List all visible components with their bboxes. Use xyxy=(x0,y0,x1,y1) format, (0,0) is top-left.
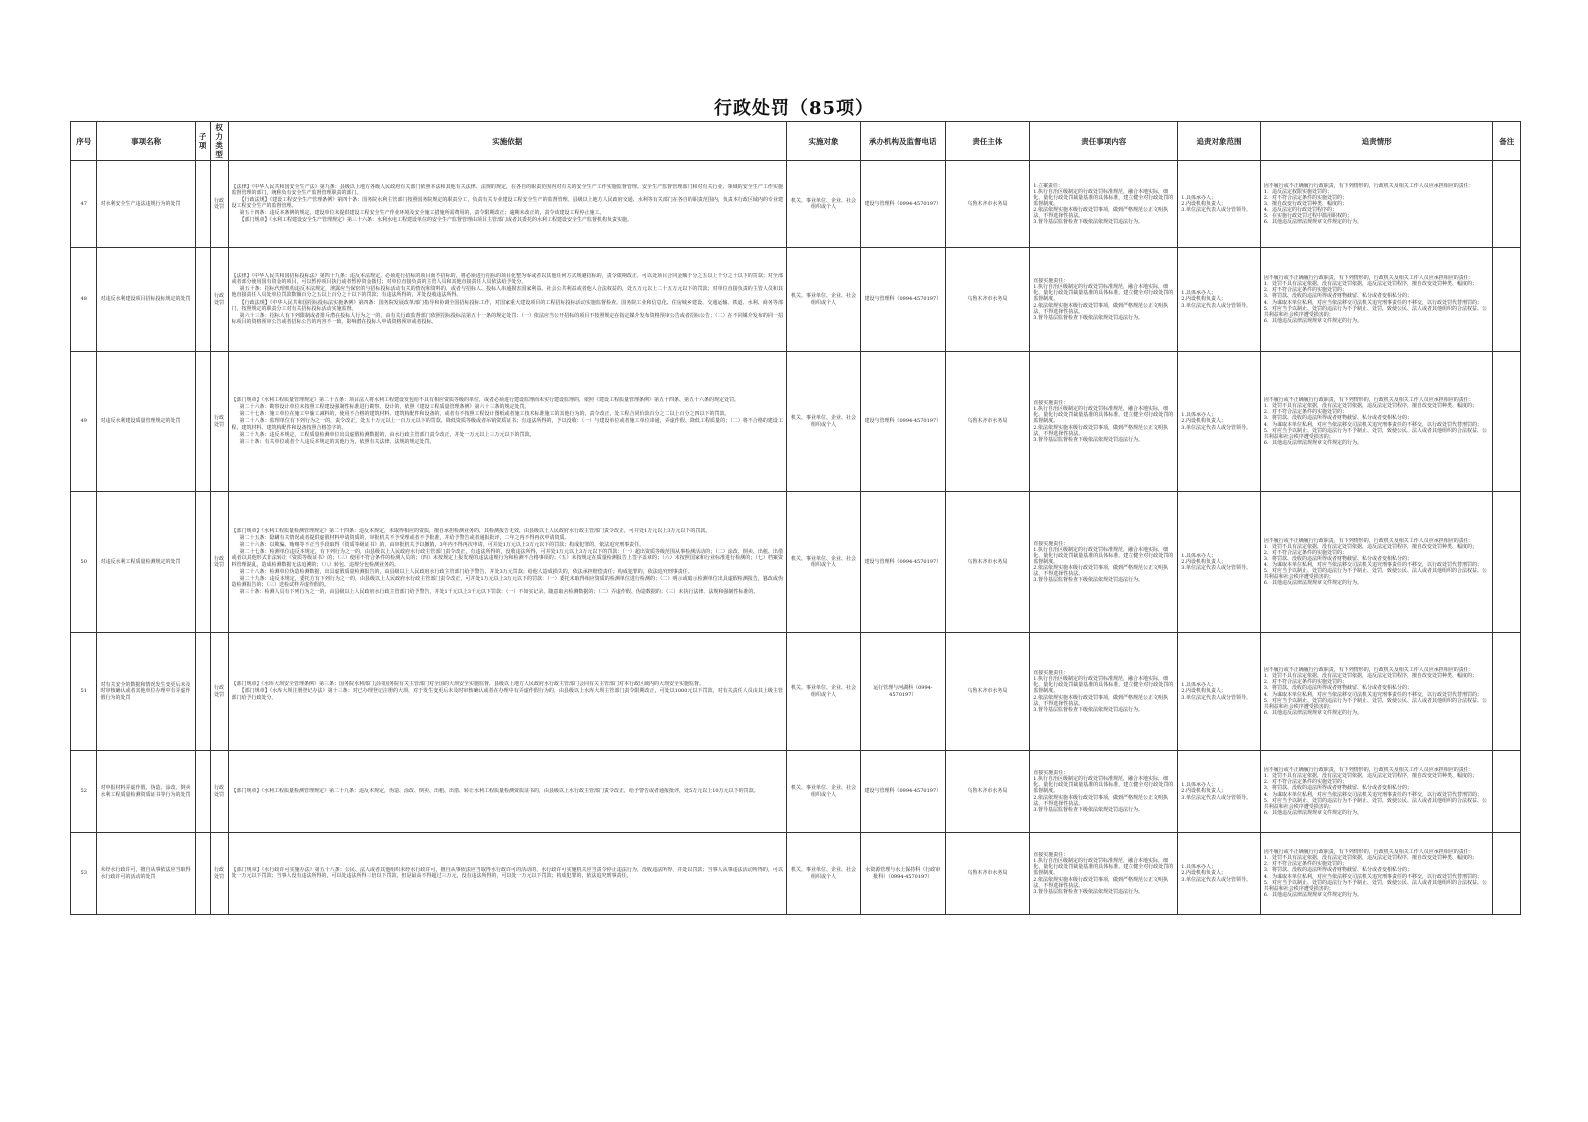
cell-cond-line: 4．违反法定的行政处罚程序的； xyxy=(1263,207,1337,214)
cell-basis xyxy=(228,161,786,248)
cell-duty-content xyxy=(1033,670,1174,713)
cell-cond xyxy=(1260,833,1493,915)
cell-org: 水资源管理与水土保持科（行政审批科）（0994-4570197） xyxy=(861,833,946,915)
cell-subject: 乌鲁木齐市水务局 xyxy=(945,161,1030,248)
cell-duty-line: 3.督导基层监督检查下级依法依规处罚违法行为。 xyxy=(1033,706,1143,713)
cell-basis-line: 【部门规章】《水利工程质量检测管理规定》第二十九条：违反本规定，伪造、涂改、倒卖、出租、出借、转让水利工程质量检测资质证书的，由县级以上水行政主管部门责令改正，给予警告或者通报批评，处5万元以上10万元以下的罚款。 xyxy=(231,787,759,794)
cell-seq: 51 xyxy=(71,633,97,751)
cell-duty-content xyxy=(1033,400,1174,443)
cell-org: 建设与管理科（0994-4570197） xyxy=(861,248,946,352)
cell-cond-line: 3．将罚款、没收的违法所得或者财物截留、私分或者变相私分的； xyxy=(1263,555,1412,562)
cell-duty-content xyxy=(1033,770,1174,813)
cell-cond-line: 5．对应当予以制止、处罚的违法行为不予制止、处罚，致使公民、法人或者其他组织的合法权益、公共利益和社会秩序遭受损害的； xyxy=(1263,879,1487,892)
cell-cond-line: 3．将罚款、没收的违法所得或者财物截留、私分或者变相私分的； xyxy=(1263,867,1412,874)
cell-basis-line: 【法律】《中华人民共和国安全生产法》第九条：县级以上地方各级人民政府有关部门依照本法和其他有关法律、法规的规定，在各自的职责范围内对有关的安全生产工作实施监督管理。安全生产监督管理部门和对有关行业、领域的安全生产工作实施监督管理的部门，统称负有安全生产监督管理职责的部门。 xyxy=(231,183,783,196)
cell-item-name: 对违反水利建设质量管理规定的处罚 xyxy=(97,352,195,492)
cell-scope-line: 1.具体承办人； xyxy=(1181,682,1217,689)
cell-cond-line: 5．对应当予以制止、处罚的违法行为不予制止、处罚，致使公民、法人或者其他组织的合法权益、公共利益和社会秩序遭受损害的； xyxy=(1263,568,1487,581)
cell-basis-line: 【行政法规】《中华人民共和国招标投标法实施条例》第四条：国务院发展改革部门指导和协调全国招标投标工作，对国家重大建设项目的工程招标投标活动实施监督检查。国务院工业和信息化、住房城乡建设、交通运输、铁道、水利、商务等部门，按照规定的职责分工对有关招标投标活动实施监督。 xyxy=(231,299,783,312)
cell-item-name: 对违反水利工程质量检测规定的处罚 xyxy=(97,492,195,633)
cell-cond-line: 5．对应当予以制止、处罚的违法行为不予制止、处罚，致使公民、法人或者其他组织的合法权益、公共利益和社会秩序遭受损害的； xyxy=(1263,697,1487,710)
cell-cond-line: 3．将罚款、没收的违法所得或者财物截留、私分或者变相私分的； xyxy=(1263,415,1412,422)
header-seq: 序号 xyxy=(71,122,97,161)
cell-cond-line: 2．对不符合法定条件的实施处罚的； xyxy=(1263,194,1347,201)
cell-scope-content xyxy=(1181,864,1256,882)
cell-subject: 乌鲁木齐市水务局 xyxy=(945,352,1030,492)
cell-cond-line: 4．为谋取本单位私利，对应当依法移交司法机关追究刑事责任的不移交，以行政处罚代替刑罚的； xyxy=(1263,791,1482,798)
cell-basis-line: 第三十条：检测人员有下列行为之一的，由县级以上人民政府水行政主管部门给予警告，并处1千元以上3千元以下罚款：（一）不如实记录，随意取舍检测数据的；（二）弄虚作假、伪造数据的；（三）未执行法律、法规和强制性标准的。 xyxy=(239,588,759,595)
cell-cond xyxy=(1260,352,1493,492)
cell-scope-line: 2.内设机构负责人； xyxy=(1181,200,1227,207)
cell-note xyxy=(1493,161,1521,248)
cell-scope-line: 3.单位法定代表人或分管领导。 xyxy=(1181,424,1252,431)
cell-note xyxy=(1493,248,1521,352)
cell-scope-line: 2.内设机构负责人； xyxy=(1181,418,1227,425)
cell-scope-content xyxy=(1181,195,1256,213)
cell-cond-line: 2．对不符合法定条件的实施处罚的； xyxy=(1263,409,1347,416)
cell-cond-line: 2．对不符合法定条件的实施处罚的； xyxy=(1263,779,1347,786)
cell-basis-line: 第二十八条：检测单位伪造检测数据，出具虚假质量检测报告的，由县级以上人民政府水行政主管部门给予警告，并处3万元罚款；给他人造成损失的，依法承担赔偿责任；构成犯罪的，依法追究刑事责任。 xyxy=(239,568,693,575)
cell-cond-line: 6．其他违反法律法规规章文件规定的行为。 xyxy=(1263,709,1362,716)
cell-scope-line: 3.单位法定代表人或分管领导。 xyxy=(1181,207,1252,214)
cell-scope-line: 3.单位法定代表人或分管领导。 xyxy=(1181,794,1252,801)
cell-cond-line: 1．处罚不具有法定依据，没有法定处罚依据，违反法定处罚程序，擅自改变处罚种类、幅度的； xyxy=(1263,773,1477,780)
cell-scope-line: 1.具体承办人； xyxy=(1181,194,1217,201)
cell-cond-content xyxy=(1264,275,1490,324)
cell-basis-content xyxy=(232,397,783,446)
cell-seq: 49 xyxy=(71,352,97,492)
cell-scope-line: 2.内设机构负责人； xyxy=(1181,558,1227,565)
cell-cond-line: 6．其他违反法律法规规章文件规定的行为。 xyxy=(1263,317,1362,324)
cell-item-name: 对水利安全生产违法违规行为的处罚 xyxy=(97,161,195,248)
header-object: 实施对象 xyxy=(786,122,860,161)
cell-duty-line: 直接实施责任： xyxy=(1033,278,1069,285)
cell-scope-content xyxy=(1181,682,1256,700)
cell-item-name: 对申报材料弄虚作假、伪造、涂改、倒卖水利工程质量检测资质证书等行为的处罚 xyxy=(97,751,195,833)
cell-basis xyxy=(228,352,786,492)
cell-sub xyxy=(195,161,210,248)
cell-cond-line: 4．为谋取本单位私利，对应当依法移交司法机关追究刑事责任的不移交，以行政处罚代替刑罚的； xyxy=(1263,299,1482,306)
cell-scope-content xyxy=(1181,290,1256,308)
cell-seq: 48 xyxy=(71,248,97,352)
table-row xyxy=(71,492,1521,633)
cell-org: 建设与管理科（0994-4570197） xyxy=(861,492,946,633)
cell-duty-line: 1.执行自治区级制定的行政处罚标准规范，融合本地实际，细化、量化行政处罚裁量基准的具体标准，建立健全对行政处罚的监督制度。 xyxy=(1033,776,1174,795)
cell-duty-line: 2.依法依规实施本级行政处罚事项，做到严格规范公正文明执法，不得选择性执法。 xyxy=(1033,207,1168,220)
cell-scope-line: 3.单位法定代表人或分管领导。 xyxy=(1181,302,1252,309)
cell-duty-line: 3.督导基层监督检查下级依法依规处罚违法行为。 xyxy=(1033,577,1143,584)
cell-scope-line: 3.单位法定代表人或分管领导。 xyxy=(1181,694,1252,701)
cell-basis xyxy=(228,833,786,915)
cell-cond-content xyxy=(1264,849,1490,898)
cell-cond xyxy=(1260,161,1493,248)
cell-basis-line: 第二十七条：施工单位在施工中偷工减料的，使用不合格的建筑材料、建筑构配件和设备的，或者有不按照工程设计图纸或者施工技术标准施工的其他行为的，责令改正，处工程合同价款百分之二以上百分之四以下的罚款。 xyxy=(239,411,730,418)
header-sub: 子项 xyxy=(195,122,210,161)
cell-scope-line: 2.内设机构负责人； xyxy=(1181,870,1227,877)
cell-basis-content xyxy=(232,788,783,795)
cell-cond-line: 因不履行或不正确履行行政职责，有下列情形的，行政机关及相关工作人员应承担相应的责任： xyxy=(1263,275,1474,282)
cell-duty-line: 直接实施责任： xyxy=(1033,852,1069,859)
header-duty: 责任事项内容 xyxy=(1030,122,1178,161)
cell-scope-line: 1.具体承办人； xyxy=(1181,290,1217,297)
cell-basis-line: 【部门规章】《水利工程建设安全生产管理规定》第三十六条：水利水电工程建设单位的安全生产监督管理由项目主管部门或者其委托的水利工程建设安全生产监督机构负责实施。 xyxy=(239,217,633,224)
cell-scope xyxy=(1178,161,1260,248)
cell-cond-line: 因不履行或不正确履行行政职责，有下列情形的，行政机关及相关工作人员应承担相应的责任： xyxy=(1263,767,1474,774)
cell-cond-line: 5．对应当予以制止、处罚的违法行为不予制止、处罚，致使公民、法人或者其他组织的合法权益、公共利益和社会秩序遭受损害的； xyxy=(1263,305,1487,318)
cell-cond-line: 4．为谋取本单位私利，对应当依法移交司法机关追究刑事责任的不移交，以行政处罚代替刑罚的； xyxy=(1263,873,1482,880)
cell-duty xyxy=(1030,352,1178,492)
cell-basis-line: 第二十九条：违反本规定，工程质量检测单位出具虚假检测数据的，由水行政主管部门责令改正，并处一万元以上三万元以下的罚款。 xyxy=(239,431,535,438)
cell-cond xyxy=(1260,248,1493,352)
cell-basis xyxy=(228,751,786,833)
cell-duty-line: 1.执行自治区级制定的行政处罚标准规范，融合本地实际，细化、量化行政处罚裁量基准的具体标准，建立健全对行政处罚的监督制度。 xyxy=(1033,188,1174,207)
cell-note xyxy=(1493,633,1521,751)
cell-seq: 52 xyxy=(71,751,97,833)
cell-basis-line: 第二十九条：违反本规定，委托方有下列行为之一的，由县级以上人民政府水行政主管部门责令改正，可并处1万元以上3万元以下的罚款：（一）委托未取得相应资质的检测单位进行检测的；（二）明示或暗示检测单位出具虚假检测报告，篡改或伪造检测报告的；（三）送检试样弄虚作假的。 xyxy=(231,575,783,588)
cell-note xyxy=(1493,833,1521,915)
cell-duty-line: 2.依法依规实施本级行政处罚事项，做到严格规范公正文明执法，不得选择性执法。 xyxy=(1033,694,1168,707)
cell-cond-line: 因不履行或不正确履行行政职责，有下列情形的，行政机关及相关工作人员应承担相应的责任： xyxy=(1263,667,1474,674)
cell-cond-line: 2．对不符合法定条件的实施处罚的； xyxy=(1263,861,1347,868)
cell-seq: 53 xyxy=(71,833,97,915)
cell-duty-line: 2.依法依规实施本级行政处罚事项，做到严格规范公正文明执法，不得选择性执法。 xyxy=(1033,876,1168,889)
cell-duty-line: 直接实施责任： xyxy=(1033,770,1069,777)
cell-basis-content xyxy=(232,184,783,225)
cell-duty xyxy=(1030,161,1178,248)
cell-duty-content xyxy=(1033,852,1174,895)
cell-cond-line: 4．为谋取本单位私利，对应当依法移交司法机关追究刑事责任的不移交，以行政处罚代替刑罚的； xyxy=(1263,691,1482,698)
cell-seq: 50 xyxy=(71,492,97,633)
cell-sub xyxy=(195,248,210,352)
cell-item-name: 未经水行政许可，擅自从事依法应当取得水行政许可的活动的处罚 xyxy=(97,833,195,915)
cell-basis-line: 【部门规章】《水行政许可实施办法》第五十八条：公民、法人或者其他组织未经水行政许可，擅自从事依法应当取得水行政许可的活动的，水行政许可实施机关应当责令停止违法行为，没收违法所得，并处以罚款；当事人从事违法活动所得的，可以处一万元以下罚款；当事人没有违法所得的，可以处违法所得三倍以下罚款，但是最高不得超过三万元，没有违法所得的，可以处一万元以下罚款；构成犯罪的，依法追究刑事责任。 xyxy=(231,866,783,879)
cell-cond-line: 5．对应当予以制止、处罚的违法行为不予制止、处罚，致使公民、法人或者其他组织的合法权益、公共利益和社会秩序遭受损害的； xyxy=(1263,427,1487,440)
cell-org: 建设与管理科（0994-4570197） xyxy=(861,751,946,833)
table-row xyxy=(71,161,1521,248)
cell-subject: 乌鲁木齐市水务局 xyxy=(945,492,1030,633)
cell-cond-content xyxy=(1264,767,1490,816)
cell-duty-line: 3.督导基层监督检查下级依法依规处罚违法行为。 xyxy=(1033,806,1143,813)
cell-basis-line: 【法律】《中华人民共和国招标投标法》第四十九条：违反本法规定，必须进行招标的项目而不招标的，将必须进行招标的项目化整为零或者以其他任何方式规避招标的，责令限期改正，可以处项目合同金额千分之五以上千分之十以下的罚款；对全部或者部分使用国有资金的项目，可以暂停项目执行或者暂停资金拨付；对单位直接负责的主管人员和其他直接责任人员依法给予处分。 xyxy=(231,273,783,286)
cell-duty xyxy=(1030,492,1178,633)
cell-cond-line: 4．为谋取本单位私利，对应当依法移交司法机关追究刑事责任的不移交，以行政处罚代替刑罚的； xyxy=(1263,421,1482,428)
cell-basis-content xyxy=(232,273,783,326)
cell-cond-line: 1．处罚不具有法定依据，没有法定处罚依据，违反法定处罚程序，擅自改变处罚种类、幅度的； xyxy=(1263,855,1477,862)
cell-type: 行政处罚 xyxy=(210,492,228,633)
cell-type: 行政处罚 xyxy=(210,161,228,248)
cell-cond-line: 3．擅自改变行政处罚种类、幅度的； xyxy=(1263,200,1347,207)
cell-duty-line: 直接实施责任： xyxy=(1033,670,1069,677)
cell-cond-line: 1．处罚不具有法定依据，没有法定处罚依据，违反法定处罚程序，擅自改变处罚种类、幅度的； xyxy=(1263,673,1477,680)
cell-scope-content xyxy=(1181,553,1256,571)
cell-duty-line: 2.依法依规实施本级行政处罚事项，做到严格规范公正文明执法，不得选择性执法。 xyxy=(1033,302,1168,315)
cell-scope-line: 1.具体承办人； xyxy=(1181,782,1217,789)
cell-duty xyxy=(1030,833,1178,915)
cell-basis xyxy=(228,492,786,633)
cell-duty-line: 1.立案责任： xyxy=(1033,182,1063,189)
cell-duty-line: 3.督导基层监督检查下级依法依规处罚违法行为。 xyxy=(1033,219,1143,226)
header-subject: 责任主体 xyxy=(945,122,1030,161)
cell-scope xyxy=(1178,352,1260,492)
cell-org: 运行管理与河湖科（0994-4570197） xyxy=(861,633,946,751)
page-title: 行政处罚（85项） xyxy=(713,98,875,119)
header-note: 备注 xyxy=(1493,122,1521,161)
header-type: 权力类型 xyxy=(210,122,228,161)
cell-cond-line: 2．对不符合法定条件的实施处罚的； xyxy=(1263,549,1347,556)
cell-item-name: 对有关安全的数据和情况发生变更后未及时审核确认或者其他单位办理中有弄虚作假行为的处罚 xyxy=(97,633,195,751)
cell-cond-line: 因不履行或不正确履行行政职责，有下列情形的，行政机关及相关工作人员应承担相应的责任： xyxy=(1263,849,1474,856)
cell-object: 机关、事业单位、企业、社会组织或个人 xyxy=(786,248,860,352)
cell-duty-content xyxy=(1033,278,1174,321)
cell-note xyxy=(1493,352,1521,492)
cell-cond-line: 3．将罚款、没收的违法所得或者财物截留、私分或者变相私分的； xyxy=(1263,685,1412,692)
cell-cond-line: 4．为谋取本单位私利，对应当依法移交司法机关追究刑事责任的不移交，以行政处罚代替刑罚的； xyxy=(1263,562,1482,568)
cell-cond xyxy=(1260,633,1493,751)
cell-cond-line: 5．对应当予以制止、处罚的违法行为不予制止、处罚，致使公民、法人或者其他组织的合法权益、公共利益和社会秩序遭受损害的； xyxy=(1263,797,1487,810)
cell-basis-line: 第二十五条：隐瞒有关情况或者提供虚假材料申请资质的，审批机关不予受理或者不予批准，并给予警告或者通报批评，二年之内不得再次申请资质。 xyxy=(239,535,570,542)
cell-basis-line: 第二十八条：监理单位有下列行为之一的，责令改正，处五十万元以上一百万元以下的罚款，降低资质等级或者吊销资质证书；有违法所得的，予以没收：（一）与建设单位或者施工单位串通，弄虚作假、降低工程质量的；（二）将不合格的建设工程、建筑材料、建筑构配件和设备按照合格签字的。 xyxy=(231,418,783,431)
cell-scope xyxy=(1178,751,1260,833)
cell-cond-line: 因不履行或不正确履行行政职责，有下列情形的，行政机关及相关工作人员应承担相应的责任： xyxy=(1263,182,1474,189)
cell-basis-line: 【行政法规】《建设工程安全生产管理条例》第四十条：国务院水利主管部门按照国务院规定的职责分工，负责有关专业建设工程安全生产的监督管理。县级以上地方人民政府交通、水利等有关部门在各自的职责范围内，负责本行政区域内的专业建设工程安全生产的监督管理。 xyxy=(231,196,783,209)
cell-sub xyxy=(195,492,210,633)
cell-duty xyxy=(1030,751,1178,833)
header-org: 承办机构及监督电话 xyxy=(861,122,946,161)
cell-scope-content xyxy=(1181,412,1256,430)
cell-duty-line: 2.依法依规实施本级行政处罚事项，做到严格规范公正文明执法，不得选择性执法。 xyxy=(1033,565,1168,578)
penalty-table xyxy=(70,121,1521,915)
cell-cond-line: 5．在实施行政处罚过程中滥用职权的； xyxy=(1263,213,1352,220)
table-header-row xyxy=(71,122,1521,161)
cell-cond-content xyxy=(1264,667,1490,716)
cell-scope-line: 2.内设机构负责人； xyxy=(1181,788,1227,795)
cell-duty-line: 1.执行自治区级制定的行政处罚标准规范，融合本地实际，细化、量化行政处罚裁量基准的具体标准，建立健全对行政处罚的监督制度。 xyxy=(1033,546,1174,565)
cell-basis-content xyxy=(232,528,783,596)
cell-scope-line: 1.具体承办人； xyxy=(1181,552,1217,559)
cell-subject: 乌鲁木齐市水务局 xyxy=(945,633,1030,751)
header-name: 事项名称 xyxy=(97,122,195,161)
cell-sub xyxy=(195,633,210,751)
cell-note xyxy=(1493,492,1521,633)
cell-object: 机关、事业单位、企业、社会组织或个人 xyxy=(786,161,860,248)
cell-note xyxy=(1493,751,1521,833)
cell-basis-line: 【部门规章】《水利工程质量检测管理规定》第二十四条：违反本规定，未取得相应的资质，擅自承担检测业务的，其检测报告无效，由县级以上人民政府水行政主管部门责令改正，可并处1万元以上3万元以下的罚款。 xyxy=(231,528,711,535)
cell-duty-line: 3.督导基层监督检查下级依法依规处罚违法行为。 xyxy=(1033,314,1143,321)
cell-cond-line: 6．其他违反法律法规规章文件规定的行为。 xyxy=(1263,439,1362,446)
cell-type: 行政处罚 xyxy=(210,352,228,492)
header-basis: 实施依据 xyxy=(228,122,786,161)
cell-basis-line: 第六十三条：招标人有下列限制或者排斥潜在投标人行为之一的，由有关行政监督部门依照招标投标法第五十一条的规定处罚：（一）依法应当公开招标的项目不按照规定在指定媒介发布资格预审公告或者招标公告；（二）在不同媒介发布的同一招标项目的资格预审公告或者招标公告的内容不一致，影响潜在投标人申请资格预审或者投标。 xyxy=(231,312,783,325)
cell-cond-line: 1．违反法定权限实施处罚的； xyxy=(1263,188,1332,195)
cell-cond-line: 3．将罚款、没收的违法所得或者财物截留、私分或者变相私分的； xyxy=(1263,293,1412,300)
cell-subject: 乌鲁木齐市水务局 xyxy=(945,751,1030,833)
cell-object: 机关、事业单位、企业、社会组织或个人 xyxy=(786,352,860,492)
cell-cond-content xyxy=(1264,397,1490,446)
cell-duty-line: 3.督导基层监督检查下级依法依规处罚违法行为。 xyxy=(1033,888,1143,895)
cell-sub xyxy=(195,833,210,915)
cell-object: 机关、事业单位、企业、社会组织或个人 xyxy=(786,751,860,833)
cell-basis-line: 第三十条：有关单位或者个人违反本规定的其他行为，依照有关法律、法规的规定处罚。 xyxy=(239,438,435,445)
cell-scope-line: 1.具体承办人； xyxy=(1181,864,1217,871)
cell-cond-line: 6．其他违反法律法规规章文件规定的行为。 xyxy=(1263,580,1362,587)
cell-duty-content xyxy=(1033,183,1174,226)
cell-duty xyxy=(1030,633,1178,751)
cell-cond-line: 1．处罚不具有法定依据，没有法定处罚依据，违反法定处罚程序，擅自改变处罚种类、幅度的； xyxy=(1263,403,1477,410)
cell-basis-line: 第二十六条：以欺骗、贿赂等不正当手段取得《资质等级证书》的，由审批机关予以撤销，3年内不得再次申请，可并处1万元以上3万元以下的罚款；构成犯罪的，依法追究刑事责任。 xyxy=(239,542,645,549)
cell-type: 行政处罚 xyxy=(210,248,228,352)
cell-basis-line: 【部门规章】《水库大坝安全管理条例》第三条：国务院水利部门会同国务院有关主管部门对全国的大坝安全实施监督，县级以上地方人民政府水行政主管部门会同有关主管部门对本行政区域内的大坝安全实施监督。 xyxy=(231,681,705,688)
cell-object: 机关、事业单位、企业、社会组织或个人 xyxy=(786,492,860,633)
cell-basis-content xyxy=(232,867,783,880)
cell-cond xyxy=(1260,492,1493,633)
cell-duty-line: 1.执行自治区级制定的行政处罚标准规范，融合本地实际，细化、量化行政处罚裁量基准的具体标准，建立健全对行政处罚的监督制度。 xyxy=(1033,284,1174,303)
table-row xyxy=(71,633,1521,751)
cell-cond-line: 2．对不符合法定条件的实施处罚的； xyxy=(1263,679,1347,686)
cell-duty-line: 直接实施责任： xyxy=(1033,400,1069,407)
cell-scope-line: 3.单位法定代表人或分管领导。 xyxy=(1181,876,1252,883)
cell-cond-line: 1．处罚不具有法定依据，没有法定处罚依据，违反法定处罚程序，擅自改变处罚种类、幅度的； xyxy=(1263,281,1477,288)
cell-scope xyxy=(1178,492,1260,633)
cell-basis-content xyxy=(232,681,783,701)
cell-org: 建设与管理科（0994-4570197） xyxy=(861,352,946,492)
cell-cond-line: 6．其他违反法律法规规章文件规定的行为。 xyxy=(1263,891,1362,898)
cell-duty-line: 2.依法依规实施本级行政处罚事项，做到严格规范公正文明执法，不得选择性执法。 xyxy=(1033,794,1168,807)
cell-cond-line: 2．对不符合法定条件的实施处罚的； xyxy=(1263,287,1347,294)
cell-cond-line: 6．其他违反法律法规规章文件规定的行为。 xyxy=(1263,809,1362,816)
cell-cond-line: 6．其他违反法律法规规章文件规定的行为。 xyxy=(1263,219,1362,226)
cell-cond-line: 因不履行或不正确履行行政职责，有下列情形的，行政机关及相关工作人员应承担相应的责任： xyxy=(1263,397,1474,404)
cell-duty-line: 1.执行自治区级制定的行政处罚标准规范，融合本地实际，细化、量化行政处罚裁量基准的具体标准，建立健全对行政处罚的监督制度。 xyxy=(1033,406,1174,425)
cell-duty xyxy=(1030,248,1178,352)
cell-scope xyxy=(1178,633,1260,751)
cell-duty-line: 直接实施责任： xyxy=(1033,540,1069,547)
cell-cond-line: 1．处罚不具有法定依据，没有法定处罚依据，违反法定处罚程序，擅自改变处罚种类、幅度的； xyxy=(1263,543,1477,550)
cell-sub xyxy=(195,352,210,492)
cell-basis-line: 第二十六条：勘察设计单位未按照工程建设强制性标准进行勘察、设计的，依照《建设工程质量管理条例》第六十三条的规定处罚。 xyxy=(239,404,530,411)
cell-scope xyxy=(1178,833,1260,915)
cell-scope-line: 3.单位法定代表人或分管领导。 xyxy=(1181,565,1252,572)
cell-scope-content xyxy=(1181,782,1256,800)
table-row xyxy=(71,352,1521,492)
cell-cond-content xyxy=(1264,538,1490,587)
cell-duty-line: 3.督导基层监督检查下级依法依规处罚违法行为。 xyxy=(1033,436,1143,443)
table-row xyxy=(71,248,1521,352)
cell-cond-content xyxy=(1264,183,1490,226)
cell-sub xyxy=(195,751,210,833)
cell-object: 机关、事业单位、企业、社会组织或个人 xyxy=(786,633,860,751)
cell-basis-line: 第二十七条：检测单位违反本规定，有下列行为之一的，由县级以上人民政府水行政主管部门责令改正，有违法所得的，没收违法所得，可并处1万元以上3万元以下的罚款：（一）超出资质等级范围从事检测活动的；（二）涂改、倒卖、出租、出借或者以其他形式非法转让《资质等级证书》的；（三）使用不符合条件的检测人员的；（四）未按规定上报发现的违法违规行为和检测不合格事项的；（五）未按规定在质量检测报告上签字盖章的；（六）未按照国家和行业标准进行检测的；（七）档案资料管理混乱，造成检测数据无法追溯的；（八）转包、违规分包检测业务的。 xyxy=(231,549,783,568)
cell-basis xyxy=(228,633,786,751)
cell-cond-line: 因不履行或不正确履行行政职责，有下列情形的，行政机关及相关工作人员应承担相应的责任： xyxy=(1263,537,1474,544)
cell-duty-line: 1.执行自治区级制定的行政处罚标准规范，融合本地实际，细化、量化行政处罚裁量基准的具体标准，建立健全对行政处罚的监督制度。 xyxy=(1033,858,1174,877)
cell-org: 建设与管理科（0994-4570197） xyxy=(861,161,946,248)
cell-duty-line: 1.执行自治区级制定的行政处罚标准规范，融合本地实际，细化、量化行政处罚裁量基准的具体标准，建立健全对行政处罚的监督制度。 xyxy=(1033,676,1174,695)
cell-seq: 47 xyxy=(71,161,97,248)
table-row xyxy=(71,751,1521,833)
cell-subject: 乌鲁木齐市水务局 xyxy=(945,248,1030,352)
cell-scope-line: 2.内设机构负责人； xyxy=(1181,688,1227,695)
cell-scope xyxy=(1178,248,1260,352)
cell-subject: 乌鲁木齐市水务局 xyxy=(945,833,1030,915)
cell-type: 行政处罚 xyxy=(210,633,228,751)
cell-duty-content xyxy=(1033,541,1174,584)
cell-basis-line: 第五十四条：违反本条例的规定，建设单位未提供建设工程安全生产作业环境及安全施工措施所需费用的，责令限期改正；逾期未改正的，责令该建设工程停止施工。 xyxy=(239,210,605,217)
table-row xyxy=(71,833,1521,915)
header-scope: 追责对象范围 xyxy=(1178,122,1260,161)
cell-item-name: 对违反水利建设项目招标投标规定的处罚 xyxy=(97,248,195,352)
table-body xyxy=(71,161,1521,915)
cell-scope-line: 2.内设机构负责人； xyxy=(1181,296,1227,303)
cell-type: 行政处罚 xyxy=(210,833,228,915)
cell-object: 机关、事业单位、企业、社会组织或个人 xyxy=(786,833,860,915)
cell-cond xyxy=(1260,751,1493,833)
cell-basis xyxy=(228,248,786,352)
cell-cond-line: 3．将罚款、没收的违法所得或者财物截留、私分或者变相私分的； xyxy=(1263,785,1412,792)
cell-basis-line: 第五十条：招标代理机构违反本法规定，泄露应当保密的与招标投标活动有关的情况和资料的，或者与招标人、投标人串通损害国家利益、社会公共利益或者他人合法权益的，处五万元以上二十五万元以下的罚款；对单位直接负责的主管人员和其他直接责任人员处单位罚款数额百分之五以上百分之十以下的罚款；有违法所得的，并处没收违法所得。 xyxy=(231,286,783,299)
cell-basis-line: 【部门规章】《水库大坝注册登记办法》第十三条：对已办理登记注册的大坝，对于发生变更后未及时审核确认或者在办理中有弄虚作假行为的，由县级以上水库大坝主管部门责令限期改正，可处以1000元以下罚款，对有关责任人员由其上级主管部门给予行政处分。 xyxy=(231,688,783,701)
cell-scope-line: 1.具体承办人； xyxy=(1181,412,1217,419)
cell-type: 行政处罚 xyxy=(210,751,228,833)
cell-basis-line: 【部门规章】《水利工程质量管理规定》第二十五条：项目法人将水利工程建设发包给不具有相应资质等级的单位，或者必须进行建设监理而未实行建设监理的，依照《建设工程质量管理条例》第五十四条、第五十六条的规定处罚。 xyxy=(231,397,740,404)
cell-duty-line: 2.依法依规实施本级行政处罚事项，做到严格规范公正文明执法，不得选择性执法。 xyxy=(1033,424,1168,437)
header-cond: 追责情形 xyxy=(1260,122,1493,161)
